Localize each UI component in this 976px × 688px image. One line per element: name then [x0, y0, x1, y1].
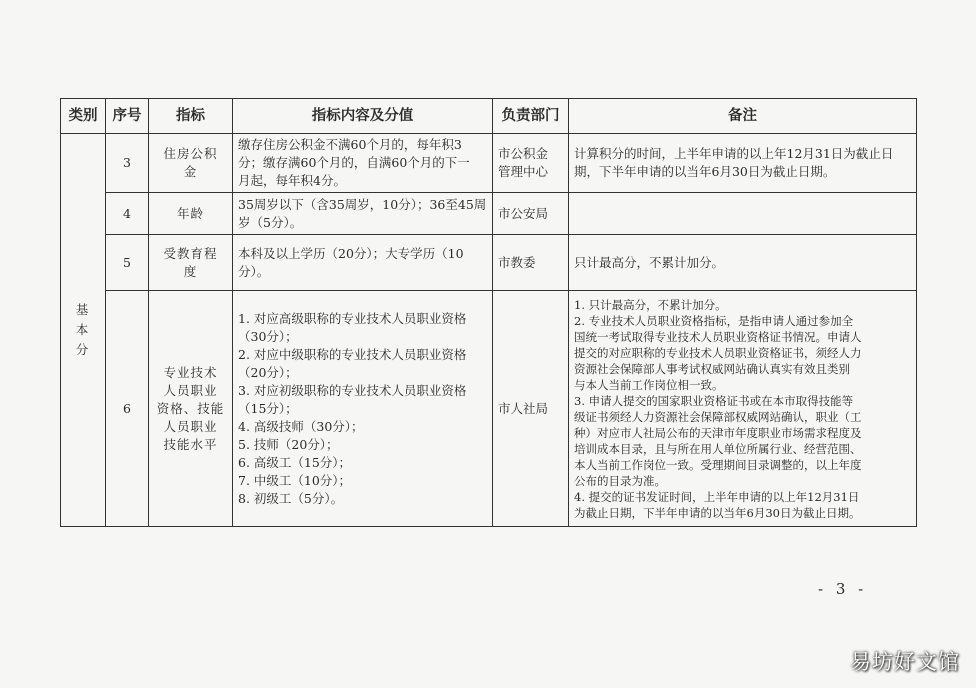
- department-cell: [493, 134, 569, 193]
- text-line: 2. 专业技术人员职业资格指标，是指申请人通过参加全: [574, 313, 854, 328]
- text-line: 35周岁以下（含35周岁，10分）；36至45周: [238, 196, 487, 212]
- text-line: 4. 提交的证书发证时间，上半年申请的以上年12月31日: [574, 489, 860, 504]
- text-line: 缴存住房公积金不满60个月的，每年积3: [238, 137, 462, 152]
- department-cell: [493, 291, 569, 527]
- text-line: 与本人当前工作岗位相一致。: [574, 377, 724, 392]
- text-line: 市公安局: [498, 205, 549, 221]
- text-line: 8. 初级工（5分）。: [238, 490, 344, 506]
- text-line: 岁（5分）。: [238, 214, 303, 230]
- text-line: 7. 中级工（10分）；: [238, 472, 352, 488]
- table-row: [61, 235, 917, 291]
- text-line: 分；缴存满60个月的，自满60个月的下一: [238, 155, 470, 170]
- text-line: 为截止日期，下半年申请的以当年6月30日为截止日期。: [574, 505, 861, 520]
- text-line: 月起，每年积4分。: [238, 173, 346, 188]
- row-number: 6: [106, 291, 149, 527]
- row-number: 5: [106, 235, 149, 291]
- text-line: 3. 申请人提交的国家职业资格证书或在本市取得技能等: [574, 393, 854, 408]
- text-line: 种）对应市人社局公布的天津市年度职业市场需求程度及: [574, 425, 862, 440]
- notes-cell: [569, 134, 917, 193]
- text-line: 期，下半年申请的以当年6月30日为截止日期。: [574, 164, 836, 179]
- table-row: [61, 134, 917, 193]
- text-line: 技能水平: [163, 436, 218, 452]
- text-line: 培训成本目录，且与所在用人单位所属行业、经营范围、: [574, 441, 862, 456]
- content-cell: [233, 134, 493, 193]
- column-header: 类别: [61, 99, 106, 134]
- text-line: 年龄: [176, 205, 204, 221]
- text-line: 国统一考试取得专业技术人员职业资格证书情况。申请人: [574, 329, 862, 344]
- column-header: 指标: [149, 99, 233, 134]
- indicator-cell: [149, 235, 233, 291]
- table-row: [61, 193, 917, 235]
- text-line: 住房公积: [163, 146, 218, 161]
- text-line: 公布的目录为准。: [574, 473, 666, 488]
- text-line: 金: [183, 164, 198, 179]
- notes-cell: [569, 235, 917, 291]
- department-cell: [493, 193, 569, 235]
- table-body: [61, 134, 917, 527]
- notes-cell: [569, 291, 917, 527]
- text-line: （20分）；: [238, 364, 298, 380]
- column-header: 备注: [569, 99, 917, 134]
- text-line: 只计最高分，不累计加分。: [574, 254, 725, 270]
- text-line: （30分）；: [238, 328, 298, 344]
- text-line: 计算积分的时间，上半年申请的以上年12月31日为截止日: [574, 146, 894, 161]
- text-line: 人员职业: [163, 382, 218, 398]
- row-number: 3: [106, 134, 149, 193]
- category-label: 基本分: [75, 302, 91, 357]
- notes-cell: [569, 193, 917, 235]
- category-cell: [61, 134, 106, 527]
- text-line: 1. 只计最高分，不累计加分。: [574, 297, 727, 312]
- indicator-cell: [149, 193, 233, 235]
- page-number: - 3 -: [818, 580, 868, 598]
- text-line: 4. 高级技师（30分）；: [238, 418, 364, 434]
- text-line: 5. 技师（20分）；: [238, 436, 339, 452]
- indicator-cell: [149, 291, 233, 527]
- text-line: 专业技术: [163, 364, 218, 380]
- text-line: 6. 高级工（15分）；: [238, 454, 352, 470]
- text-line: 受教育程: [163, 245, 218, 261]
- column-header: 指标内容及分值: [233, 99, 493, 134]
- text-line: 本科及以上学历（20分）；大专学历（10分）。: [238, 245, 464, 279]
- text-line: 市人社局: [498, 400, 549, 416]
- text-line: （15分）；: [238, 400, 298, 416]
- column-header: 序号: [106, 99, 149, 134]
- content-cell: [233, 235, 493, 291]
- column-header: 负责部门: [493, 99, 569, 134]
- text-line: 资格、技能: [156, 400, 225, 416]
- text-line: 2. 对应中级职称的专业技术人员职业资格: [238, 346, 467, 362]
- text-line: 人员职业: [163, 418, 218, 434]
- table-header-row: [61, 99, 917, 134]
- text-line: 级证书须经人力资源社会保障部权威网站确认，职业（工: [574, 409, 862, 424]
- text-line: 本人当前工作岗位一致。受理期间目录调整的，以上年度: [574, 457, 862, 472]
- text-line: 资源社会保障部人事考试权威网站确认真实有效且类别: [574, 361, 850, 376]
- text-line: 管理中心: [498, 164, 549, 179]
- text-line: 度: [183, 263, 198, 279]
- points-table: [60, 98, 917, 527]
- text-line: 市教委: [498, 254, 536, 270]
- department-cell: [493, 235, 569, 291]
- indicator-cell: [149, 134, 233, 193]
- watermark-text: 易坊好文馆: [850, 650, 960, 674]
- text-line: 市公积金: [498, 146, 549, 161]
- content-cell: [233, 291, 493, 527]
- row-number: 4: [106, 193, 149, 235]
- content-cell: [233, 193, 493, 235]
- text-line: 1. 对应高级职称的专业技术人员职业资格: [238, 310, 467, 326]
- text-line: 3. 对应初级职称的专业技术人员职业资格: [238, 382, 467, 398]
- table-row: [61, 291, 917, 527]
- text-line: 提交的对应职称的专业技术人员职业资格证书，须经人力: [574, 345, 862, 360]
